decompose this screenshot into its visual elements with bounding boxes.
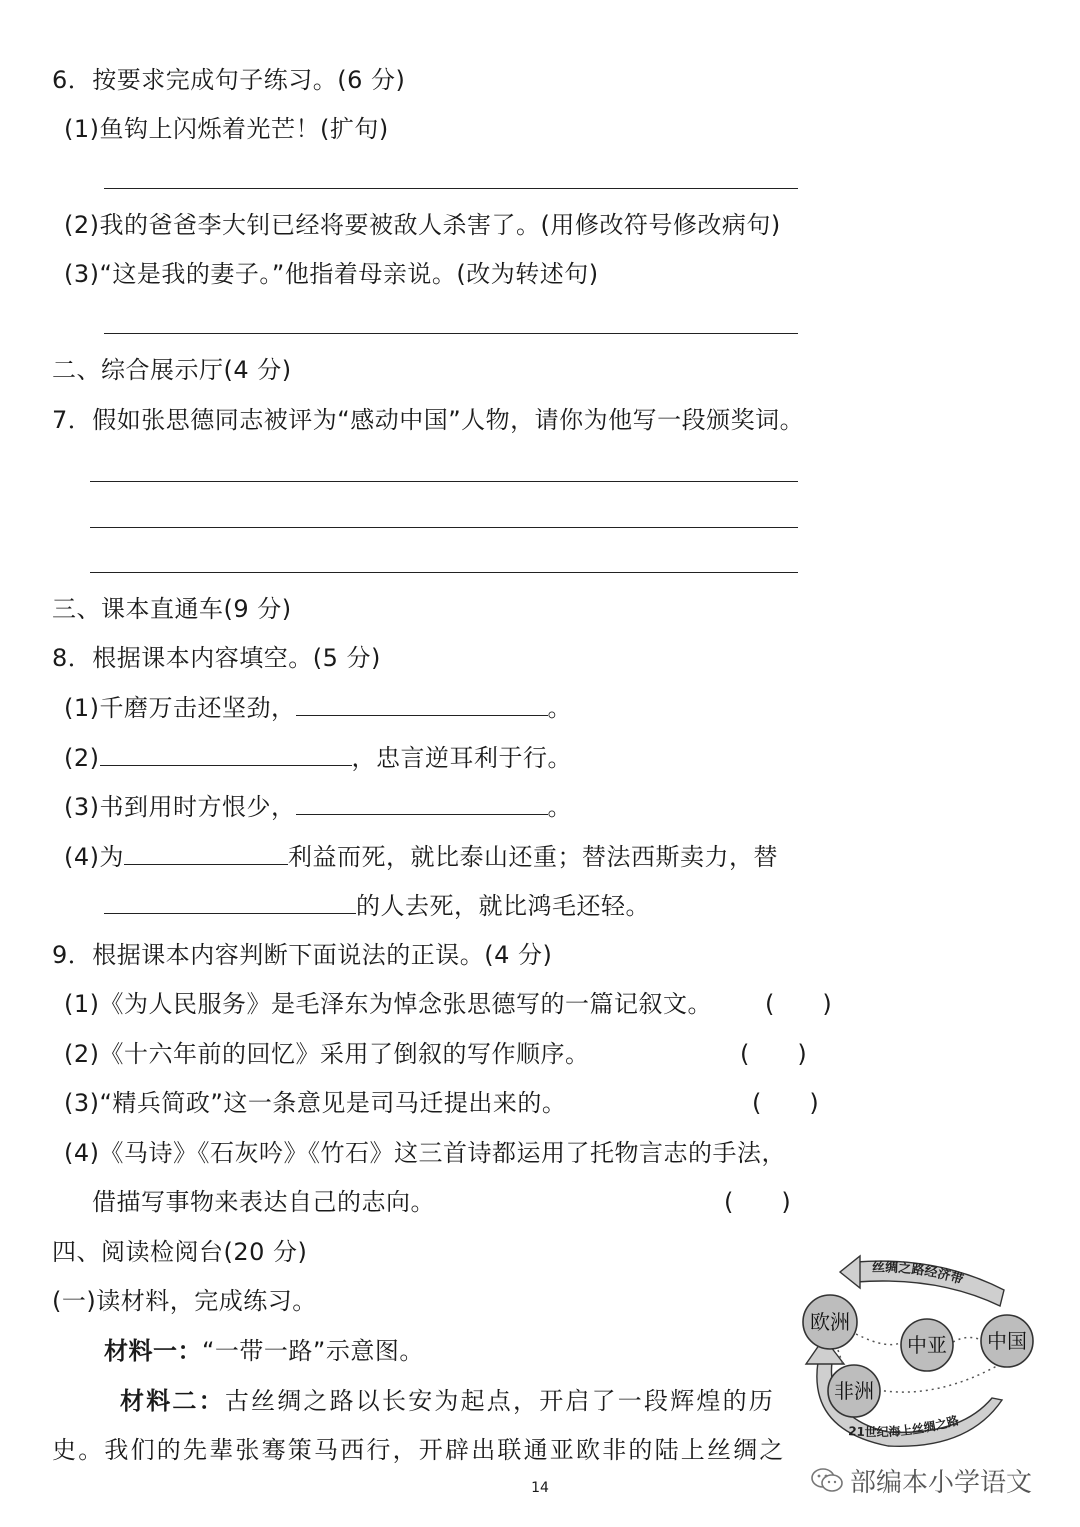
material-2-text: 古丝绸之路以长安为起点，开启了一段辉煌的历 (224, 1387, 776, 1415)
fill-suffix: 。 (547, 793, 572, 821)
fill-blank[interactable] (296, 790, 548, 815)
q6-item-2: (2)我的爸爸李大钊已经将要被敌人杀害了。(用修改符号修改病句) (64, 211, 781, 239)
section-2-title: 二、综合展示厅(4 分) (52, 356, 292, 384)
material-2-cont: 史。我们的先辈张骞策马西行，开辟出联通亚欧非的陆上丝绸之 (52, 1436, 786, 1464)
answer-parentheses[interactable]: ( ) (740, 1040, 807, 1068)
fill-suffix: ，忠言逆耳利于行。 (351, 744, 572, 772)
q6-title: 6．按要求完成句子练习。(6 分) (52, 66, 406, 94)
q9-item-4-cont: 借描写事物来表达自己的志向。 (92, 1188, 435, 1216)
q8-fill-4-cont (104, 889, 650, 922)
q9-title: 9．根据课本内容判断下面说法的正误。(4 分) (52, 941, 553, 969)
answer-parentheses[interactable]: ( ) (724, 1188, 791, 1216)
silk-road-belt-label: 丝绸之路经济带 (871, 1260, 965, 1288)
material-1-label: 材料一： (104, 1337, 202, 1365)
reading-part-1: (一)读材料，完成练习。 (52, 1287, 317, 1315)
material-1 (104, 1335, 424, 1367)
map-node-label: 中亚 (907, 1333, 947, 1357)
silk-road-belt-arrow (840, 1256, 1004, 1306)
q6-item-1: (1)鱼钩上闪烁着光芒！(扩句) (64, 115, 389, 143)
material-1-text: “一带一路”示意图。 (202, 1337, 424, 1365)
fill-blank[interactable] (296, 691, 548, 716)
fill-suffix: 的人去死，就比鸿毛还轻。 (356, 892, 650, 920)
fill-blank[interactable] (124, 840, 288, 865)
fill-blank[interactable] (100, 741, 352, 766)
q9-item-3: (3)“精兵简政”这一条意见是司马迁提出来的。 (64, 1089, 567, 1117)
fill-middle: 利益而死，就比泰山还重；替法西斯卖力，替 (288, 843, 778, 871)
watermark-text: 部编本小学语文 (850, 1468, 1033, 1498)
q9-item-4: (4)《马诗》《石灰吟》《竹石》这三首诗都运用了托物言志的手法， (64, 1139, 786, 1167)
map-node-europe (803, 1295, 857, 1349)
fill-prefix: (1)千磨万击还坚劲， (64, 694, 296, 722)
section-3-title: 三、课本直通车(9 分) (52, 595, 292, 623)
fill-prefix: (3)书到用时方恨少， (64, 793, 296, 821)
fill-suffix: 。 (547, 694, 572, 722)
map-node-africa (828, 1365, 880, 1417)
belt-road-map (778, 1250, 1048, 1470)
page-number: 14 (531, 1480, 549, 1496)
q8-fill-4 (64, 840, 778, 873)
material-2-label: 材料二： (120, 1386, 225, 1415)
fill-prefix: (2) (64, 744, 100, 772)
answer-line[interactable] (90, 572, 798, 573)
q8-fill-2 (64, 741, 572, 774)
q9-item-2: (2)《十六年前的回忆》采用了倒叙的写作顺序。 (64, 1040, 590, 1068)
map-node-label: 非洲 (834, 1379, 874, 1403)
answer-line[interactable] (104, 333, 798, 334)
answer-line[interactable] (90, 481, 798, 482)
map-node-label: 欧洲 (810, 1310, 850, 1334)
maritime-silk-road-label: 21世纪海上丝绸之路 (847, 1413, 961, 1440)
wechat-icon (810, 1466, 844, 1501)
map-node-label: 中国 (987, 1329, 1027, 1353)
q9-item-1: (1)《为人民服务》是毛泽东为悼念张思德写的一篇记叙文。 (64, 990, 712, 1018)
map-node-central-asia (901, 1319, 953, 1371)
q7-title: 7．假如张思德同志被评为“感动中国”人物，请你为他写一段颁奖词。 (52, 406, 805, 434)
section-4-title: 四、阅读检阅台(20 分) (52, 1238, 308, 1266)
q6-item-3: (3)“这是我的妻子。”他指着母亲说。(改为转述句) (64, 260, 599, 288)
material-2 (120, 1385, 775, 1417)
fill-blank[interactable] (104, 889, 356, 914)
answer-line[interactable] (104, 188, 798, 189)
q8-fill-3 (64, 790, 572, 823)
q8-fill-1 (64, 691, 572, 724)
map-node-china (981, 1315, 1033, 1367)
watermark (810, 1462, 1032, 1501)
answer-parentheses[interactable]: ( ) (752, 1089, 819, 1117)
answer-line[interactable] (90, 527, 798, 528)
fill-prefix: (4)为 (64, 843, 124, 871)
answer-parentheses[interactable]: ( ) (765, 990, 832, 1018)
q8-title: 8．根据课本内容填空。(5 分) (52, 644, 381, 672)
